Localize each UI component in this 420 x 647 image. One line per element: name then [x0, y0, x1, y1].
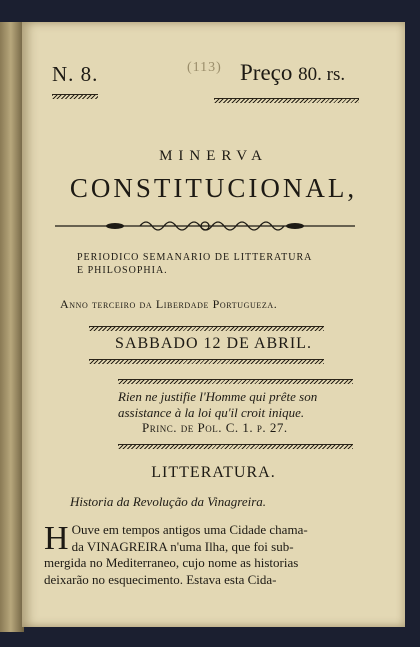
price-label: Preço: [240, 60, 293, 85]
article-line: Ouve em tempos antigos uma Cidade chama-: [71, 522, 308, 537]
wavy-rule: [89, 326, 324, 331]
wavy-rule: [118, 379, 353, 384]
epigraph-line1: Rien ne justifie l'Homme qui prête son: [118, 389, 318, 404]
subtitle-line1: PERIODICO SEMANARIO DE LITTERATURA: [77, 252, 313, 263]
price: [240, 60, 345, 86]
masthead-title-line2: CONSTITUCIONAL,: [69, 173, 358, 203]
wavy-rule: [118, 444, 353, 449]
article-line: da VINAGREIRA n'uma Ilha, que foi sub-: [71, 538, 294, 554]
masthead-subtitle: [77, 251, 312, 277]
book-spine-edge: [0, 22, 24, 632]
masthead-title-line1: MINERVA: [159, 148, 268, 164]
article-title: Historia da Revolução da Vinagreira.: [70, 494, 267, 509]
article-line: deixarão no esquecimento. Estava esta Cida-: [44, 571, 277, 587]
page-number-mark: (113): [187, 60, 222, 75]
epigraph-citation: Princ. de Pol. C. 1. p. 27.: [142, 420, 288, 435]
issue-date: SABBADO 12 DE ABRIL.: [115, 335, 312, 352]
epigraph: [118, 389, 317, 421]
issue-number: N. 8.: [52, 62, 99, 86]
article-line: mergida no Mediterraneo, cujo nome as historias: [44, 555, 299, 570]
drop-cap: H: [44, 520, 69, 557]
document-page: [22, 22, 405, 627]
wavy-rule: [89, 359, 324, 364]
price-value: 80. rs.: [298, 64, 346, 85]
wavy-rule: [214, 98, 359, 103]
year-line: Anno terceiro da Liberdade Portugueza.: [60, 297, 278, 311]
article-body: [44, 522, 364, 588]
subtitle-line2: E PHILOSOPHIA.: [77, 265, 168, 276]
wavy-rule: [52, 94, 98, 99]
epigraph-line2: assistance à la loi qu'il croit inique.: [118, 405, 305, 420]
ornament-divider-icon: [55, 215, 355, 237]
section-heading: LITTERATURA.: [151, 464, 276, 481]
